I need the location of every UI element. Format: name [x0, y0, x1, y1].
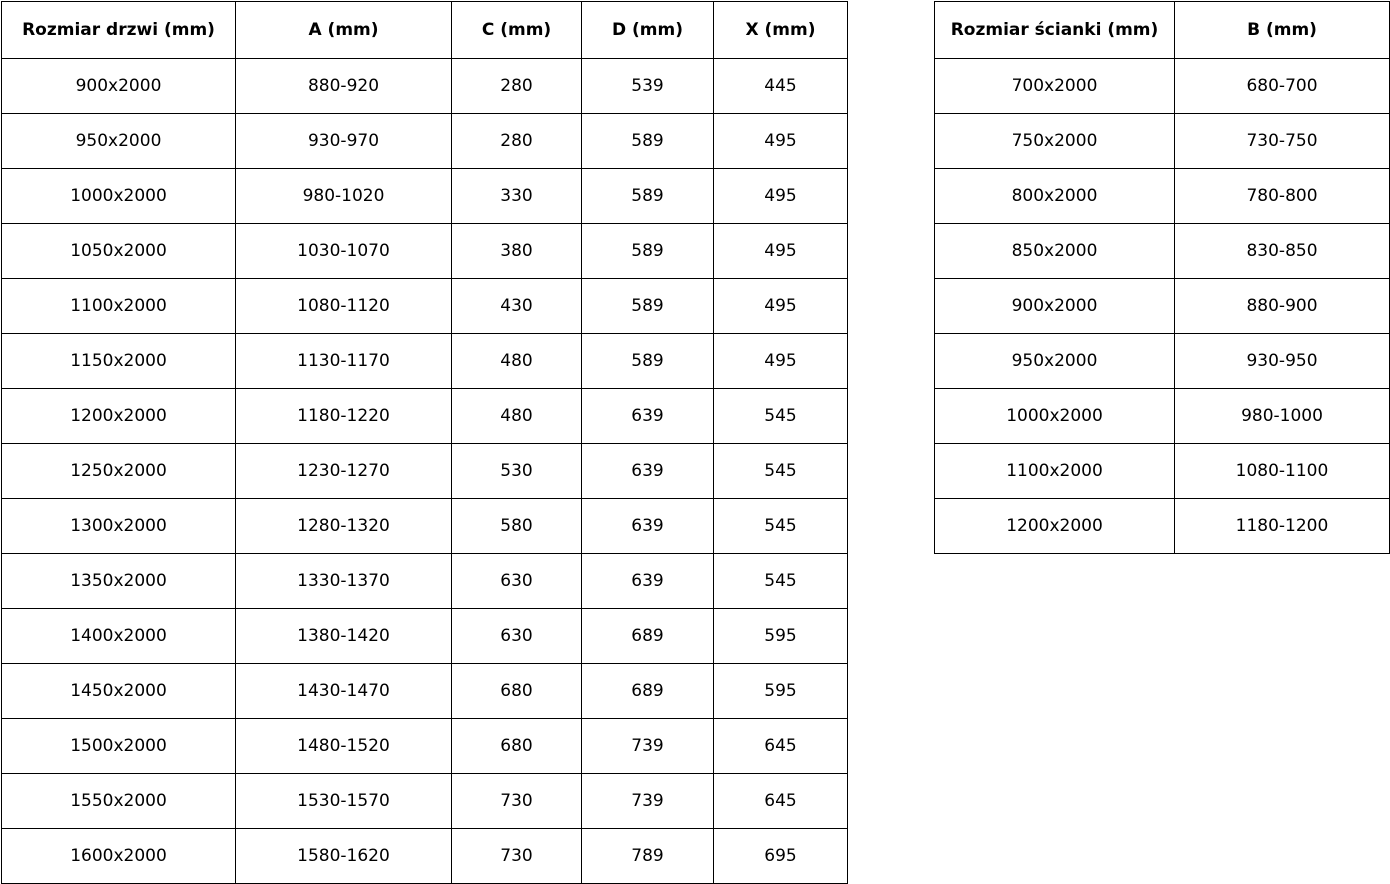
- table-row: [935, 499, 1390, 554]
- table-row: [935, 334, 1390, 389]
- table-cell: 380: [452, 224, 582, 279]
- table-cell: 580: [452, 499, 582, 554]
- table-cell: 730: [452, 829, 582, 884]
- table-cell: 530: [452, 444, 582, 499]
- table-cell: 1330-1370: [236, 554, 452, 609]
- column-header-b: B (mm): [1175, 2, 1390, 59]
- table-cell: 1300x2000: [2, 499, 236, 554]
- table-row: [2, 169, 848, 224]
- table-cell: 689: [582, 609, 714, 664]
- table-cell: 545: [714, 499, 848, 554]
- table-cell: 1350x2000: [2, 554, 236, 609]
- table-cell: 480: [452, 389, 582, 444]
- table-cell: 900x2000: [935, 279, 1175, 334]
- table-cell: 545: [714, 554, 848, 609]
- table-cell: 1180-1200: [1175, 499, 1390, 554]
- wall-table-header: [935, 2, 1390, 59]
- column-header-a: A (mm): [236, 2, 452, 59]
- table-cell: 589: [582, 169, 714, 224]
- table-cell: 1050x2000: [2, 224, 236, 279]
- table-row: [935, 389, 1390, 444]
- table-cell: 780-800: [1175, 169, 1390, 224]
- table-cell: 950x2000: [2, 114, 236, 169]
- table-row: [935, 169, 1390, 224]
- table-cell: 1450x2000: [2, 664, 236, 719]
- column-header-x: X (mm): [714, 2, 848, 59]
- table-cell: 980-1000: [1175, 389, 1390, 444]
- table-cell: 330: [452, 169, 582, 224]
- table-cell: 495: [714, 334, 848, 389]
- table-cell: 1580-1620: [236, 829, 452, 884]
- wall-table-body: [935, 59, 1390, 554]
- table-cell: 1000x2000: [2, 169, 236, 224]
- door-dimensions-table: [1, 1, 848, 884]
- table-cell: 1030-1070: [236, 224, 452, 279]
- table-cell: 900x2000: [2, 59, 236, 114]
- door-table-header: [2, 2, 848, 59]
- table-row: [2, 334, 848, 389]
- table-cell: 545: [714, 389, 848, 444]
- table-row: [935, 444, 1390, 499]
- table-cell: 680: [452, 719, 582, 774]
- table-cell: 1100x2000: [935, 444, 1175, 499]
- table-cell: 1600x2000: [2, 829, 236, 884]
- table-cell: 495: [714, 224, 848, 279]
- table-cell: 730: [452, 774, 582, 829]
- table-cell: 589: [582, 334, 714, 389]
- table-cell: 1500x2000: [2, 719, 236, 774]
- table-cell: 1200x2000: [2, 389, 236, 444]
- table-cell: 1080-1100: [1175, 444, 1390, 499]
- table-cell: 1400x2000: [2, 609, 236, 664]
- door-table-body: [2, 59, 848, 884]
- table-row: [2, 829, 848, 884]
- table-cell: 1380-1420: [236, 609, 452, 664]
- table-row: [935, 279, 1390, 334]
- column-header-door-size: Rozmiar drzwi (mm): [2, 2, 236, 59]
- table-row: [935, 224, 1390, 279]
- table-cell: 1230-1270: [236, 444, 452, 499]
- table-cell: 589: [582, 224, 714, 279]
- table-row: [2, 59, 848, 114]
- table-cell: 1100x2000: [2, 279, 236, 334]
- table-row: [2, 279, 848, 334]
- table-cell: 1430-1470: [236, 664, 452, 719]
- table-cell: 950x2000: [935, 334, 1175, 389]
- table-cell: 589: [582, 114, 714, 169]
- table-cell: 630: [452, 609, 582, 664]
- table-cell: 545: [714, 444, 848, 499]
- table-cell: 800x2000: [935, 169, 1175, 224]
- table-header-row: [2, 2, 848, 59]
- table-cell: 750x2000: [935, 114, 1175, 169]
- table-cell: 495: [714, 279, 848, 334]
- table-cell: 1550x2000: [2, 774, 236, 829]
- table-cell: 1080-1120: [236, 279, 452, 334]
- table-cell: 695: [714, 829, 848, 884]
- table-header-row: [935, 2, 1390, 59]
- table-cell: 1200x2000: [935, 499, 1175, 554]
- table-cell: 1130-1170: [236, 334, 452, 389]
- table-cell: 830-850: [1175, 224, 1390, 279]
- table-row: [2, 444, 848, 499]
- table-cell: 630: [452, 554, 582, 609]
- table-cell: 639: [582, 554, 714, 609]
- table-cell: 700x2000: [935, 59, 1175, 114]
- table-cell: 680-700: [1175, 59, 1390, 114]
- table-row: [2, 609, 848, 664]
- table-cell: 1180-1220: [236, 389, 452, 444]
- table-cell: 645: [714, 774, 848, 829]
- table-cell: 980-1020: [236, 169, 452, 224]
- column-header-wall-size: Rozmiar ścianki (mm): [935, 2, 1175, 59]
- table-cell: 1480-1520: [236, 719, 452, 774]
- table-cell: 739: [582, 774, 714, 829]
- table-cell: 639: [582, 389, 714, 444]
- table-row: [2, 719, 848, 774]
- table-row: [2, 664, 848, 719]
- table-cell: 495: [714, 169, 848, 224]
- table-cell: 595: [714, 609, 848, 664]
- table-cell: 689: [582, 664, 714, 719]
- table-cell: 789: [582, 829, 714, 884]
- table-cell: 280: [452, 114, 582, 169]
- table-cell: 1250x2000: [2, 444, 236, 499]
- table-cell: 445: [714, 59, 848, 114]
- table-cell: 495: [714, 114, 848, 169]
- wall-dimensions-table: [934, 1, 1390, 554]
- column-header-d: D (mm): [582, 2, 714, 59]
- table-row: [2, 224, 848, 279]
- table-row: [2, 774, 848, 829]
- table-cell: 930-950: [1175, 334, 1390, 389]
- table-row: [935, 59, 1390, 114]
- table-row: [2, 554, 848, 609]
- table-cell: 1000x2000: [935, 389, 1175, 444]
- table-cell: 280: [452, 59, 582, 114]
- table-cell: 1280-1320: [236, 499, 452, 554]
- table-cell: 1530-1570: [236, 774, 452, 829]
- table-cell: 930-970: [236, 114, 452, 169]
- table-cell: 539: [582, 59, 714, 114]
- table-row: [935, 114, 1390, 169]
- table-cell: 850x2000: [935, 224, 1175, 279]
- table-cell: 480: [452, 334, 582, 389]
- table-cell: 1150x2000: [2, 334, 236, 389]
- table-cell: 880-920: [236, 59, 452, 114]
- table-cell: 639: [582, 499, 714, 554]
- table-cell: 730-750: [1175, 114, 1390, 169]
- column-header-c: C (mm): [452, 2, 582, 59]
- table-cell: 880-900: [1175, 279, 1390, 334]
- table-row: [2, 114, 848, 169]
- table-cell: 639: [582, 444, 714, 499]
- table-cell: 739: [582, 719, 714, 774]
- table-cell: 645: [714, 719, 848, 774]
- table-cell: 595: [714, 664, 848, 719]
- table-cell: 680: [452, 664, 582, 719]
- table-cell: 430: [452, 279, 582, 334]
- table-row: [2, 499, 848, 554]
- table-row: [2, 389, 848, 444]
- table-cell: 589: [582, 279, 714, 334]
